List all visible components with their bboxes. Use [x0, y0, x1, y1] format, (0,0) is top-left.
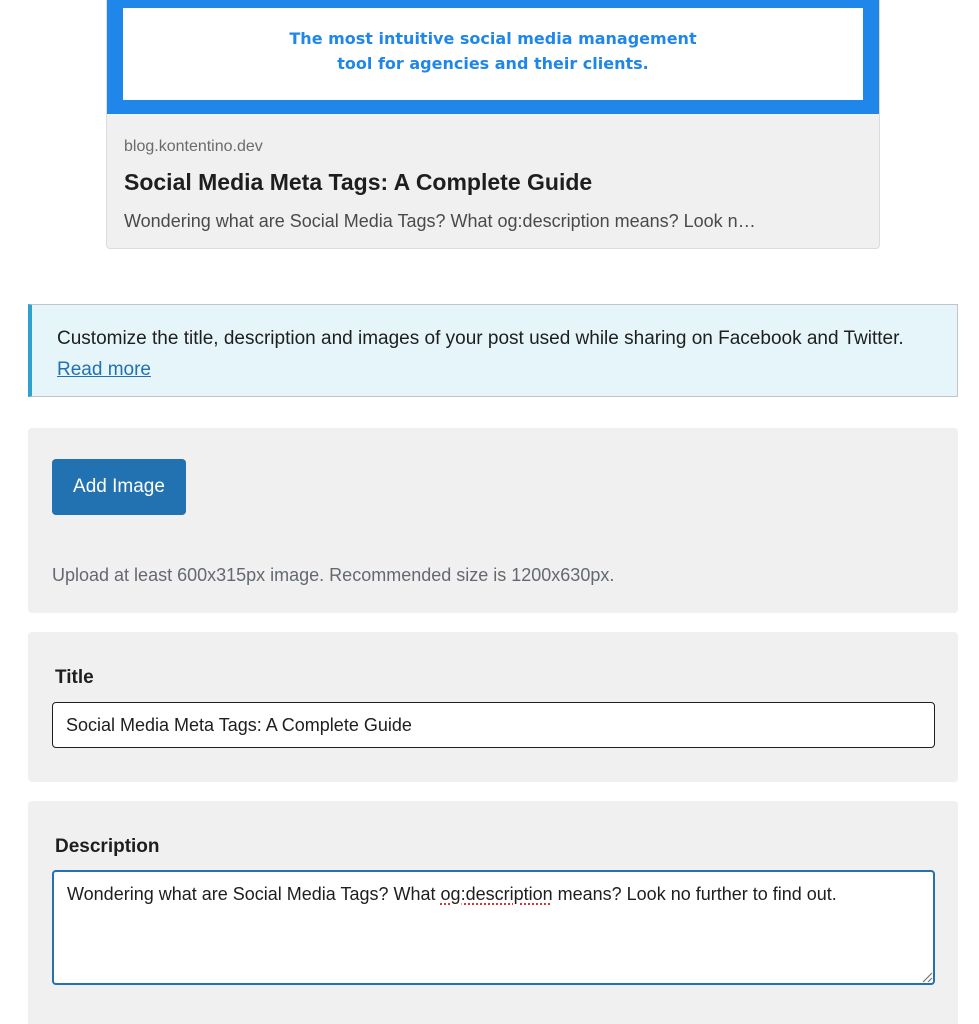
title-input[interactable]	[52, 702, 935, 748]
add-image-button[interactable]: Add Image	[52, 459, 186, 515]
share-preview-card	[106, 0, 880, 249]
spellcheck-flagged-word: og:description	[440, 884, 553, 904]
description-label: Description	[55, 836, 160, 857]
resize-handle-icon[interactable]	[921, 971, 933, 983]
upload-hint: Upload at least 600x315px image. Recommended size is 1200x630px.	[52, 565, 615, 585]
title-label: Title	[55, 667, 94, 688]
info-notice	[28, 304, 958, 397]
preview-meta	[124, 136, 859, 234]
description-panel	[28, 801, 958, 1024]
preview-domain: blog.kontentino.dev	[124, 138, 263, 155]
image-panel	[28, 428, 958, 613]
preview-tagline-line2: tool for agencies and their clients.	[337, 54, 649, 73]
preview-description: Wondering what are Social Media Tags? What og:description means? Look n…	[124, 211, 756, 231]
title-panel	[28, 632, 958, 782]
preview-image	[107, 0, 879, 114]
read-more-link[interactable]: Read more	[57, 359, 151, 380]
description-textarea[interactable]	[52, 870, 935, 985]
preview-tagline-line1: The most intuitive social media management	[289, 29, 697, 48]
description-text-before: Wondering what are Social Media Tags? What	[67, 884, 441, 904]
notice-text: Customize the title, description and images of your post used while sharing on Facebook and Twitter.	[57, 328, 904, 349]
description-text-after: means? Look no further to find out.	[552, 884, 837, 904]
preview-title: Social Media Meta Tags: A Complete Guide	[124, 169, 593, 195]
preview-image-content	[123, 8, 863, 100]
